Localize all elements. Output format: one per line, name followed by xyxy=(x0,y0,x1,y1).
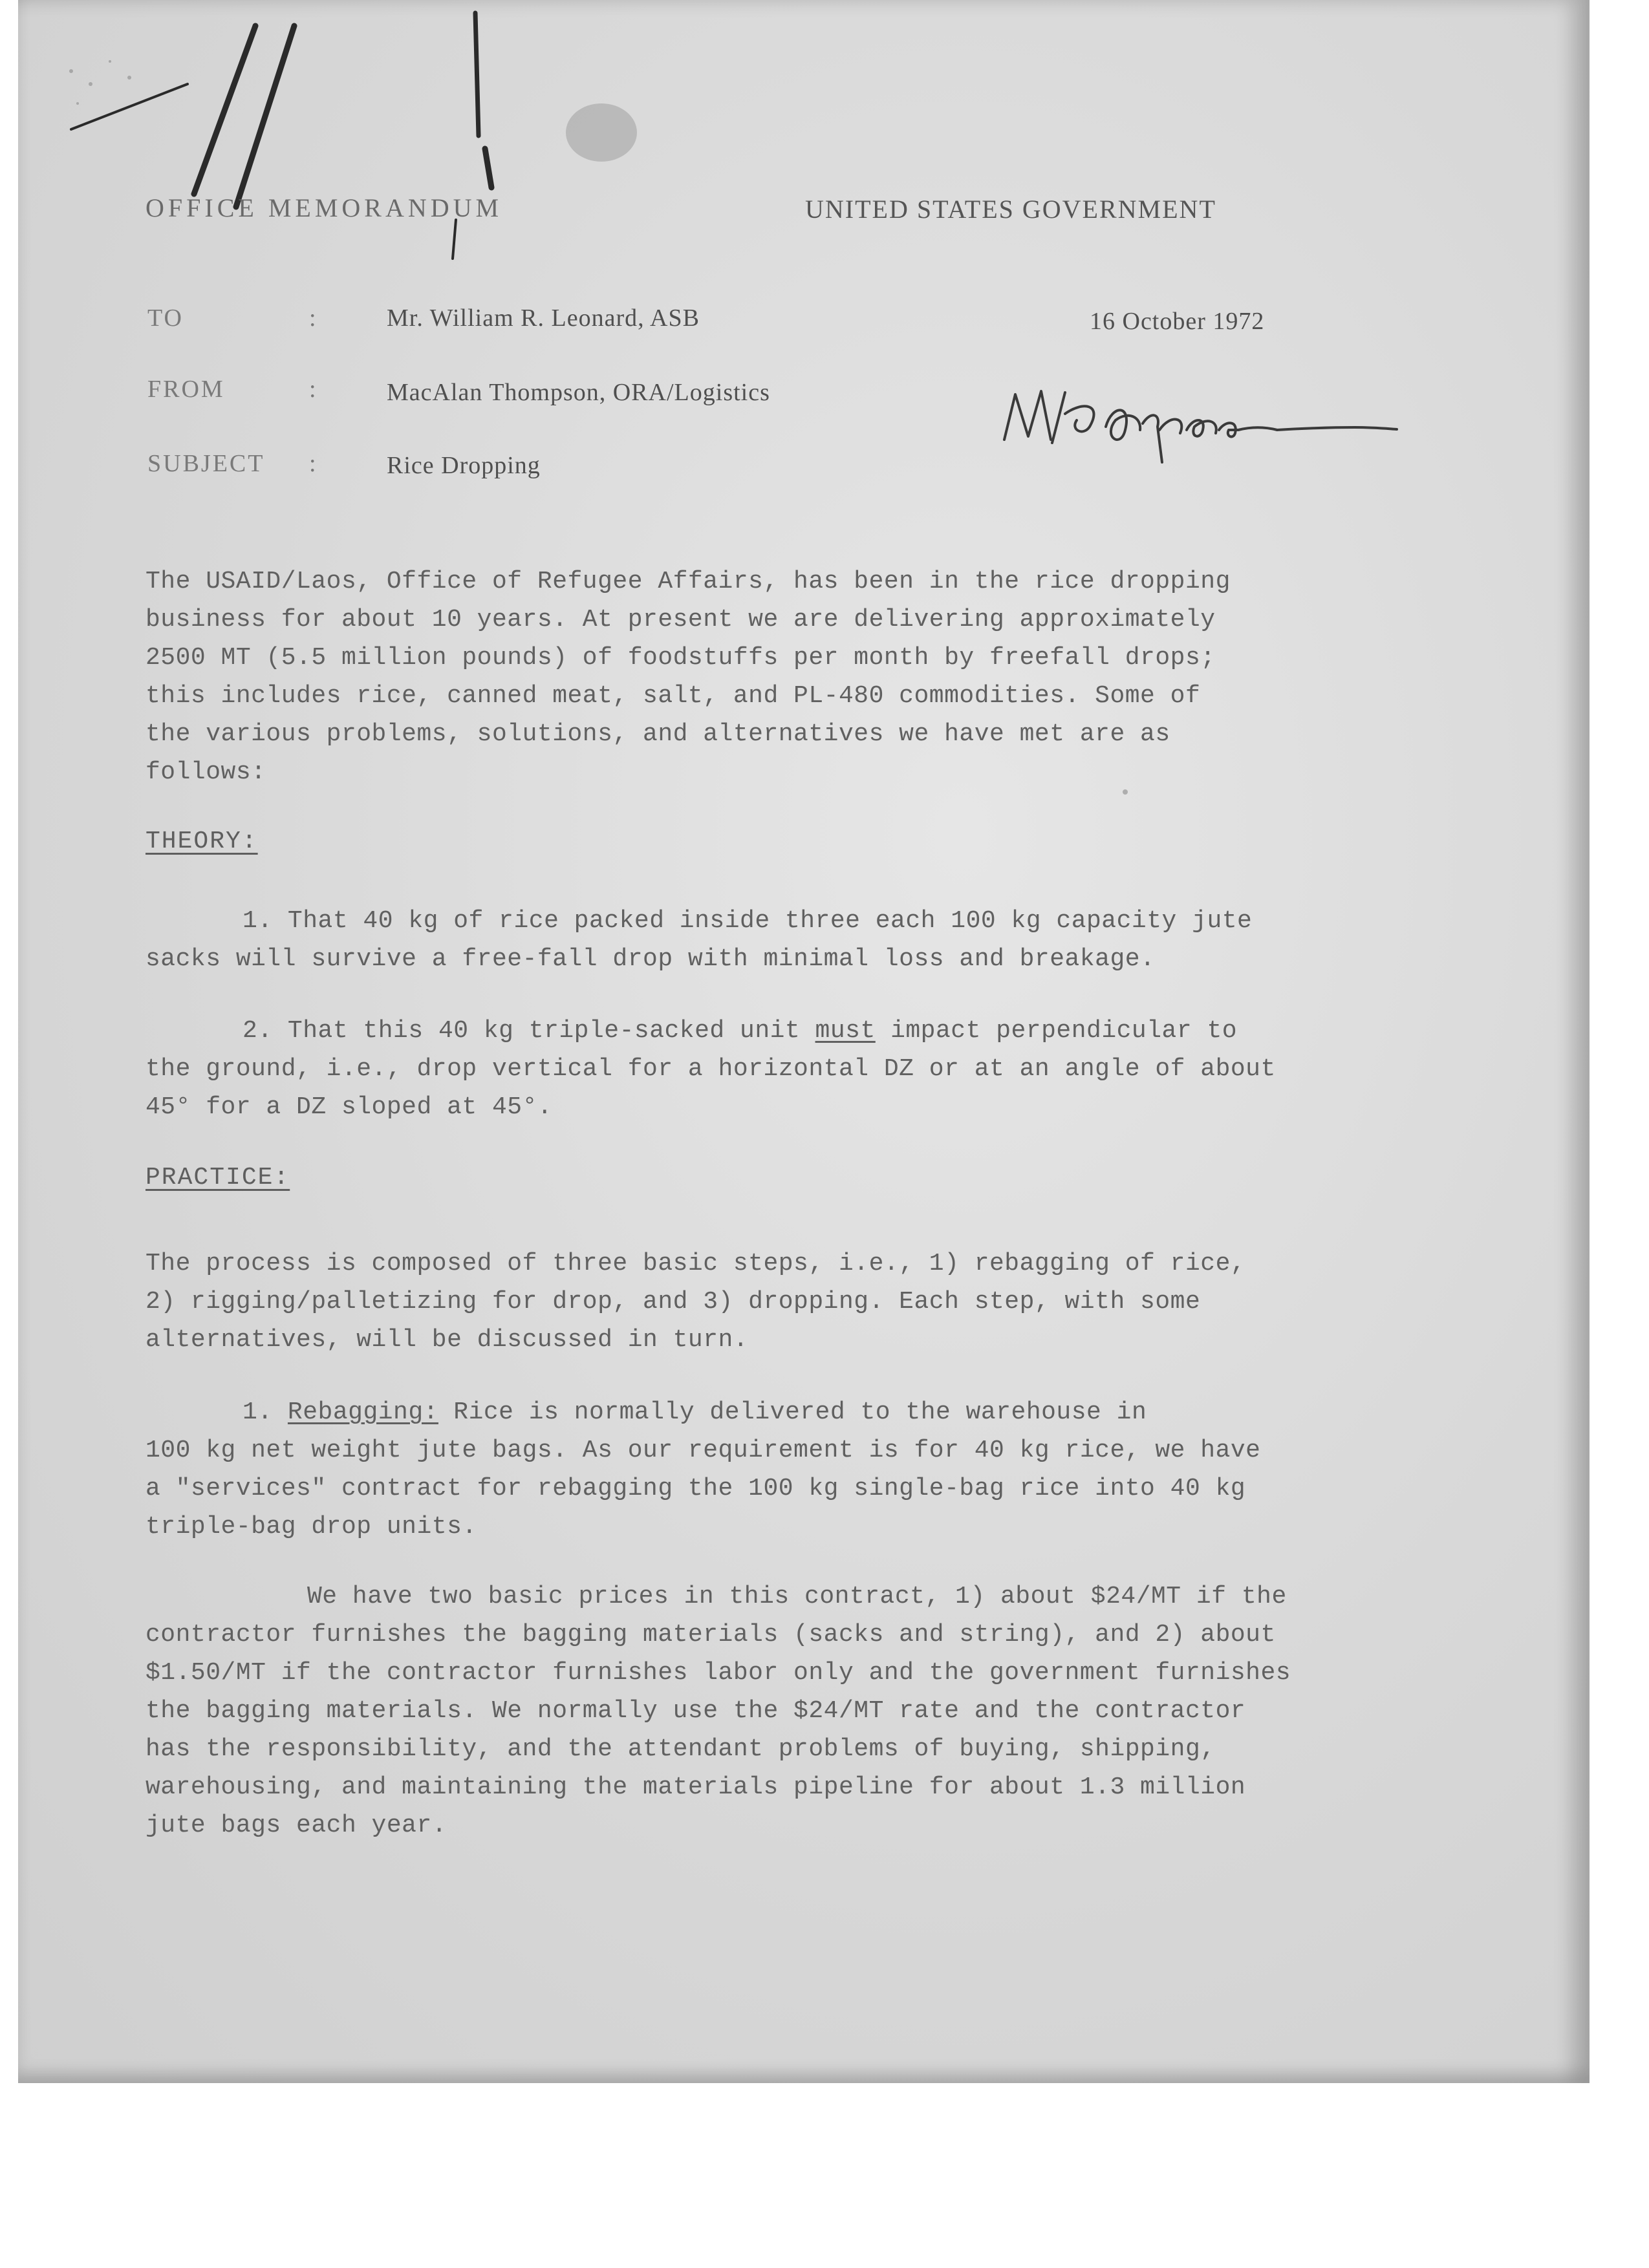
practice-intro-line: 2) rigging/palletizing for drop, and 3) dropping. Each step, with some xyxy=(146,1288,1201,1316)
theory-item-2-line: the ground, i.e., drop vertical for a horizontal DZ or at an angle of about xyxy=(146,1055,1276,1083)
theory-item-2 xyxy=(146,1012,1276,1126)
to-label: TO xyxy=(147,305,184,332)
rebagging-paragraph xyxy=(146,1393,1260,1546)
vertical-mark-3 xyxy=(453,220,456,259)
theory-item-2-text-b: impact perpendicular to xyxy=(875,1017,1238,1045)
practice-intro-line: The process is composed of three basic steps, i.e., 1) rebagging of rice, xyxy=(146,1250,1246,1278)
practice-intro xyxy=(146,1245,1245,1359)
prices-line: contractor furnishes the bagging materials (sacks and string), and 2) about xyxy=(146,1621,1276,1649)
prices-paragraph xyxy=(146,1578,1291,1845)
prices-line: the bagging materials. We normally use the $24/MT rate and the contractor xyxy=(146,1697,1246,1725)
prices-line: has the responsibility, and the attendant problems of buying, shipping, xyxy=(146,1735,1216,1763)
subject-colon: : xyxy=(309,450,317,477)
theory-item-2-text-a: 2. That this 40 kg triple-sacked unit xyxy=(242,1017,815,1045)
vertical-mark-2 xyxy=(485,149,491,187)
rebagging-first-line xyxy=(146,1393,1260,1431)
prices-line: We have two basic prices in this contract, 1) about $24/MT if the xyxy=(307,1583,1287,1610)
ink-smudge xyxy=(566,103,637,162)
theory-item-1 xyxy=(146,902,1252,978)
subject-label: SUBJECT xyxy=(147,450,265,477)
theory-heading: THEORY: xyxy=(146,828,258,855)
intro-paragraph xyxy=(146,562,1231,791)
practice-intro-line: alternatives, will be discussed in turn. xyxy=(146,1326,749,1354)
rebagging-number: 1. xyxy=(242,1398,288,1426)
intro-line: The USAID/Laos, Office of Refugee Affairs, has been in the rice dropping xyxy=(146,568,1231,595)
intro-line: the various problems, solutions, and alternatives we have met are as xyxy=(146,720,1170,748)
theory-item-2-line xyxy=(146,1012,1276,1050)
rebagging-line: a "services" contract for rebagging the 100 kg single-bag rice into 40 kg xyxy=(146,1475,1246,1503)
subject-value: Rice Dropping xyxy=(387,452,541,479)
theory-item-1-line: sacks will survive a free-fall drop with minimal loss and breakage. xyxy=(146,945,1156,973)
agency-title: UNITED STATES GOVERNMENT xyxy=(805,195,1216,224)
intro-line: business for about 10 years. At present we are delivering approximately xyxy=(146,606,1216,634)
prices-line: jute bags each year. xyxy=(146,1812,447,1839)
vertical-mark-1 xyxy=(475,13,479,136)
handwritten-signature xyxy=(993,365,1406,475)
rebagging-title: Rebagging: xyxy=(287,1398,438,1426)
intro-line: 2500 MT (5.5 million pounds) of foodstuffs per month by freefall drops; xyxy=(146,644,1216,672)
rebagging-first-text: Rice is normally delivered to the warehouse in xyxy=(438,1398,1147,1426)
from-value: MacAlan Thompson, ORA/Logistics xyxy=(387,379,770,406)
intro-line: this includes rice, canned meat, salt, and PL-480 commodities. Some of xyxy=(146,682,1201,710)
to-value: Mr. William R. Leonard, ASB xyxy=(387,305,700,332)
rebagging-line: 100 kg net weight jute bags. As our requirement is for 40 kg rice, we have xyxy=(146,1437,1261,1464)
to-colon: : xyxy=(309,305,317,332)
arrow-mark xyxy=(71,84,188,129)
from-label: FROM xyxy=(147,376,225,403)
from-colon: : xyxy=(309,376,317,403)
intro-line: follows: xyxy=(146,758,266,786)
rebagging-line: triple-bag drop units. xyxy=(146,1513,477,1541)
theory-item-1-line: 1. That 40 kg of rice packed inside three each 100 kg capacity jute xyxy=(242,907,1253,935)
theory-item-2-must: must xyxy=(815,1017,876,1045)
prices-line: warehousing, and maintaining the materials pipeline for about 1.3 million xyxy=(146,1773,1246,1801)
memo-type: OFFICE MEMORANDUM xyxy=(146,193,503,222)
memo-date: 16 October 1972 xyxy=(1090,308,1265,335)
theory-item-2-line: 45° for a DZ sloped at 45°. xyxy=(146,1093,553,1121)
prices-line: $1.50/MT if the contractor furnishes labor only and the government furnishes xyxy=(146,1659,1291,1687)
practice-heading: PRACTICE: xyxy=(146,1164,290,1192)
